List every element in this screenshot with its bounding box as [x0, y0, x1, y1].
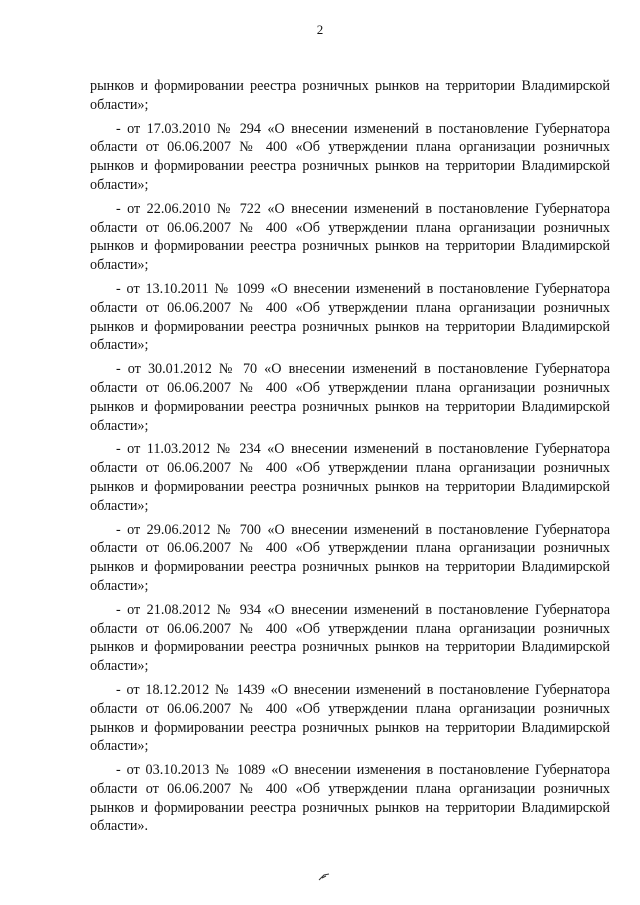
page-number: 2	[316, 22, 324, 37]
list-item: - от 18.12.2012 № 1439 «О внесении изменений в постановление Губернатора области от 06.06.2007 № 400 «Об утверждении плана организации розничных рынков и формировании реестра розничных рынков на территории Владимирской области»;	[90, 681, 610, 755]
list-item: - от 21.08.2012 № 934 «О внесении изменений в постановление Губернатора области от 06.06.2007 № 400 «Об утверждении плана организации розничных рынков и формировании реестра розничных рынков на территории Владимирской области»;	[90, 601, 610, 675]
list-item: - от 11.03.2012 № 234 «О внесении изменений в постановление Губернатора области от 06.06.2007 № 400 «Об утверждении плана организации розничных рынков и формировании реестра розничных рынков на территории Владимирской области»;	[90, 441, 610, 514]
scan-mark	[318, 872, 330, 882]
list-item: - от 17.03.2010 № 294 «О внесении изменений в постановление Губернатора области от 06.06.2007 № 400 «Об утверждении плана организации розничных рынков и формировании реестра розничных рынков на территории Владимирской области»;	[90, 120, 610, 193]
document-body	[90, 77, 610, 841]
list-item: - от 29.06.2012 № 700 «О внесении изменений в постановление Губернатора области от 06.06.2007 № 400 «Об утверждении плана организации розничных рынков и формировании реестра розничных рынков на территории Владимирской области»;	[90, 521, 610, 594]
list-item: - от 13.10.2011 № 1099 «О внесении изменений в постановление Губернатора области от 06.06.2007 № 400 «Об утверждении плана организации розничных рынков и формировании реестра розничных рынков на территории Владимирской области»;	[90, 280, 610, 354]
list-item: - от 03.10.2013 № 1089 «О внесении изменения в постановление Губернатора области от 06.06.2007 № 400 «Об утверждении плана организации розничных рынков и формировании реестра розничных рынков на территории Владимирской области».	[90, 762, 610, 835]
paragraph-continuation: рынков и формировании реестра розничных рынков на территории Владимирской области»;	[90, 78, 610, 113]
list-item: - от 30.01.2012 № 70 «О внесении изменений в постановление Губернатора области от 06.06.2007 № 400 «Об утверждении плана организации розничных рынков и формировании реестра розничных рынков на территории Владимирской области»;	[90, 361, 610, 434]
list-item: - от 22.06.2010 № 722 «О внесении изменений в постановление Губернатора области от 06.06.2007 № 400 «Об утверждении плана организации розничных рынков и формировании реестра розничных рынков на территории Владимирской области»;	[90, 200, 610, 274]
